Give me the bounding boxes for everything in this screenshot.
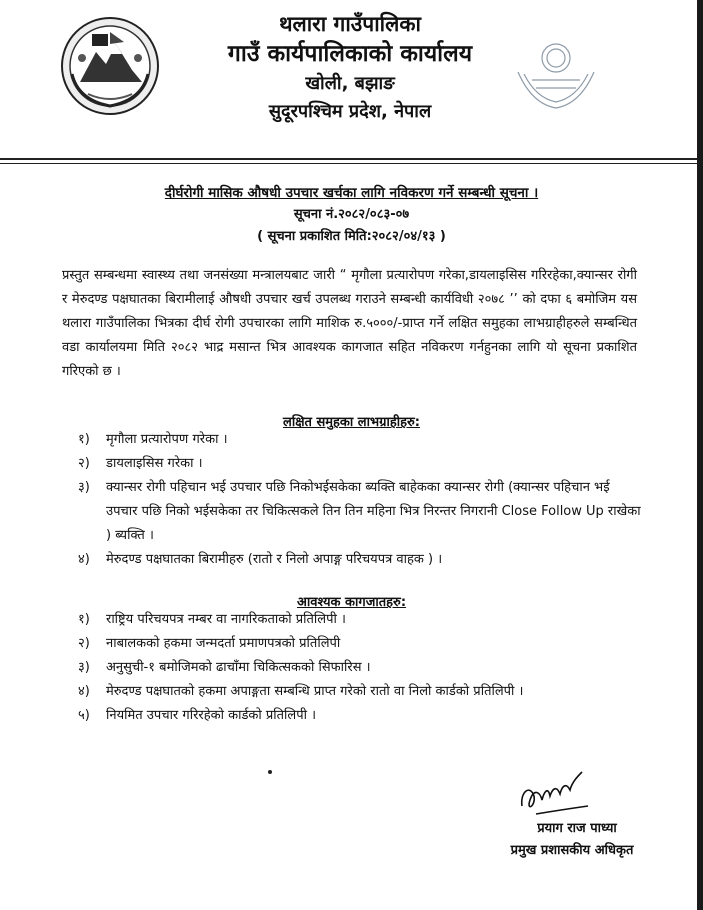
list-item-number: ४) xyxy=(78,552,90,567)
list-item xyxy=(78,608,643,632)
list-item-number: २) xyxy=(78,636,90,651)
stray-mark xyxy=(268,770,272,774)
list-item xyxy=(78,428,643,452)
municipality-name: थलारा गाउँपालिका xyxy=(279,12,421,36)
list-item-text: अनुसुची-१ बमोजिमको ढाचाँमा चिकित्सकको सिफारिस । xyxy=(106,660,371,675)
signatory-name: प्रयाग राज पाध्या xyxy=(537,821,617,836)
office-seal-icon xyxy=(512,34,600,114)
signatory-designation: प्रमुख प्रशासकीय अधिकृत xyxy=(510,843,634,858)
list-item-text: क्यान्सर रोगी पहिचान भई उपचार पछि निकोभईसकेका ब्यक्ति बाहेकका क्यान्सर रोगी (क्यान्सर पहिचान भई उपचार पछि निको भईसकेका तर चिकित्सकले तिन तिन महिना भित्र निरन्तर निगरानी Close Follow Up राखेका ) ब्यक्ति । xyxy=(106,480,641,543)
list-item xyxy=(78,656,643,680)
notice-heading xyxy=(0,182,703,248)
province-country: सुदूरपश्चिम प्रदेश, नेपाल xyxy=(268,101,432,122)
scan-edge xyxy=(697,0,703,910)
notice-number: सूचना नं.२०८२/०८३-०७ xyxy=(293,207,410,222)
notice-body: प्रस्तुत सम्बन्धमा स्वास्थ्य तथा जनसंख्या मन्त्रालयबाट जारी “ मृगौला प्रत्यारोपण गरेका,डायलाइसिस गरिरहेका,क्यान्सर रोगी र मेरुदण्ड पक्षघातका बिरामीलाई औषधी उपचार खर्च उपलब्ध गराउने सम्बन्धी कार्यविधी २०७८ ’’ को दफा ६ बमोजिम यस थलारा गाउँपालिका भित्रका दीर्घ रोगी उपचारका लागि माशिक रु.५०००/-प्राप्त गर्ने लक्षित समुहका लाभग्राहीहरुले सम्बन्धित वडा कार्यालयमा मिति २०८२ भाद्र मसान्त भित्र आवश्यक कागजात सहित नविकरण गर्नहुनका लागि यो सूचना प्रकाशित गरिएको छ । xyxy=(62,268,637,379)
list-item-number: ४) xyxy=(78,684,90,699)
list-item xyxy=(78,476,643,548)
list-item-text: राष्ट्रिय परिचयपत्र नम्बर वा नागरिकताको प्रतिलिपी । xyxy=(106,612,346,627)
list-item xyxy=(78,680,643,704)
list-item-number: ३) xyxy=(78,660,90,675)
list-item xyxy=(78,452,643,476)
nepal-emblem-icon xyxy=(58,14,162,118)
list-item xyxy=(78,632,643,656)
office-location: खोली, बझाङ xyxy=(305,73,395,94)
list-item-text: डायलाइसिस गरेका । xyxy=(106,456,203,471)
signature-icon xyxy=(516,762,596,822)
list-item-number: १) xyxy=(78,432,90,447)
header-divider-thin xyxy=(0,163,703,164)
header-divider xyxy=(0,158,703,160)
notice-published-date: ( सूचना प्रकाशित मिति:२०८२/०४/१३ ) xyxy=(257,229,446,244)
list-item-number: ५) xyxy=(78,708,90,723)
beneficiaries-heading: लक्षित समुहका लाभग्राहीहरु: xyxy=(283,415,420,430)
notice-title: दीर्घरोगी मासिक औषधी उपचार खर्चका लागि नविकरण गर्ने सम्बन्धी सूचना । xyxy=(164,185,539,201)
letterhead xyxy=(170,10,530,126)
signatory-block xyxy=(512,818,642,862)
list-item-text: मेरुदण्ड पक्षघातका बिरामीहरु (रातो र निलो अपाङ्ग परिचयपत्र वाहक ) । xyxy=(106,552,443,567)
list-item-number: १) xyxy=(78,612,90,627)
list-item xyxy=(78,548,643,572)
beneficiaries-list xyxy=(78,428,643,572)
list-item-number: २) xyxy=(78,456,90,471)
list-item-number: ३) xyxy=(78,480,90,495)
list-item-text: मृगौला प्रत्यारोपण गरेका । xyxy=(106,432,228,447)
list-item-text: नियमित उपचार गरिरहेको कार्डको प्रतिलिपी । xyxy=(106,708,317,723)
documents-list xyxy=(78,608,643,728)
documents-heading: आवश्यक कागजातहरु: xyxy=(296,595,407,610)
list-item-text: मेरुदण्ड पक्षघातको हकमा अपाङ्गता सम्बन्धि प्राप्त गरेको रातो वा निलो कार्डको प्रतिलिपी । xyxy=(106,684,524,699)
list-item xyxy=(78,704,643,728)
list-item-text: नाबालकको हकमा जन्मदर्ता प्रमाणपत्रको प्रतिलिपी xyxy=(106,636,341,651)
office-name: गाउँ कार्यपालिकाको कार्यालय xyxy=(227,41,473,67)
